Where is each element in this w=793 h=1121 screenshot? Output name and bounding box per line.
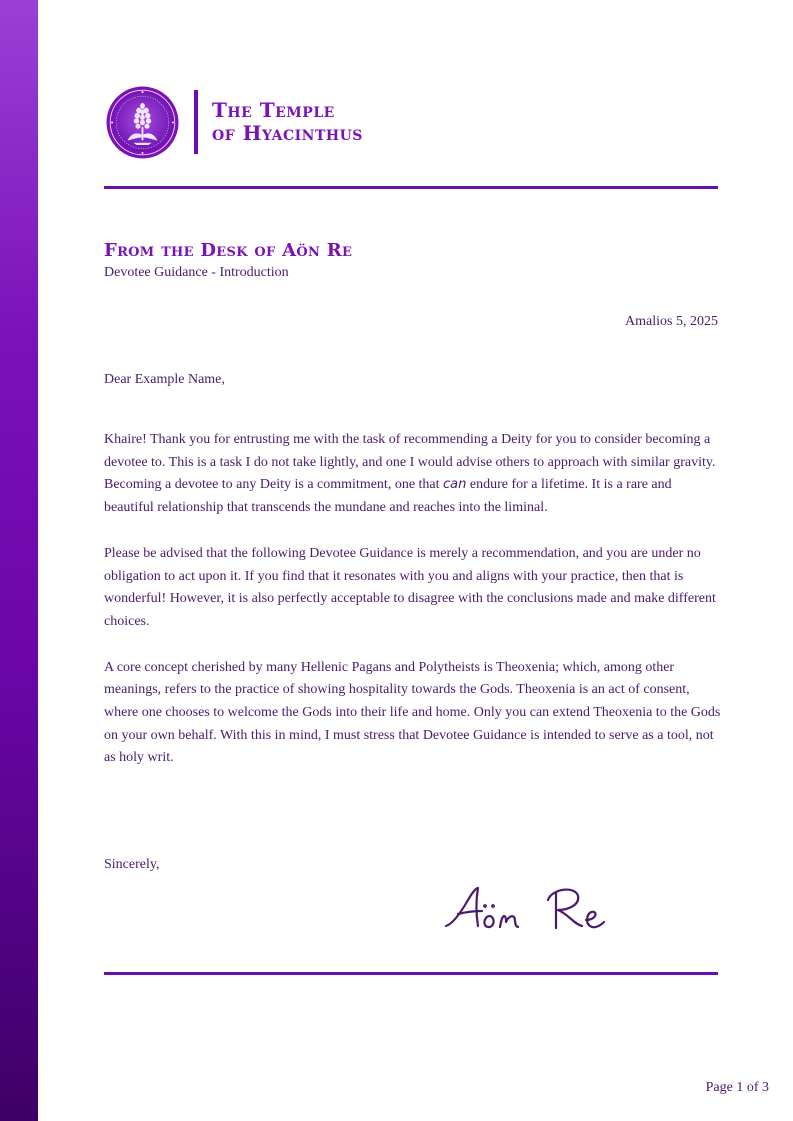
letter-body bbox=[104, 429, 724, 793]
signature-image bbox=[438, 874, 638, 944]
paragraph-1-text-a: Khaire! Thank you for entrusting me with the task of recommending a Deity for you to consider becoming a devotee to. This is a task I do not take lightly, and one I would advise others to approach with similar gravity. Becoming a devotee to any Deity is a commitment, one that bbox=[104, 432, 716, 493]
header-rule bbox=[104, 186, 718, 189]
organization-name-line-1: The Temple bbox=[212, 98, 335, 122]
sidebar-band bbox=[0, 0, 38, 1121]
paragraph-1-text-b: endure for a lifetime. It is a rare and beautiful relationship that transcends the mundane and reaches into the liminal. bbox=[104, 477, 672, 516]
organization-name-line-2: of Hyacinthus bbox=[212, 121, 363, 145]
from-heading: From the Desk of Aön Re bbox=[104, 240, 353, 261]
closing: Sincerely, bbox=[104, 857, 160, 872]
letterhead-divider bbox=[194, 90, 198, 154]
paragraph-1 bbox=[104, 429, 724, 520]
paragraph-1-emphasis: can bbox=[443, 477, 467, 493]
letter-date: Amalios 5, 2025 bbox=[625, 314, 718, 329]
hyacinth-seal-icon bbox=[105, 85, 180, 160]
letterhead bbox=[105, 84, 363, 160]
footer-rule bbox=[104, 972, 718, 975]
organization-name bbox=[212, 99, 363, 145]
letter-subtitle: Devotee Guidance - Introduction bbox=[104, 265, 289, 280]
salutation: Dear Example Name, bbox=[104, 372, 225, 387]
paragraph-3: A core concept cherished by many Hellenic Pagans and Polytheists is Theoxenia; which, among other meanings, refers to the practice of showing hospitality towards the Gods. Theoxenia is an act of consent, where one chooses to welcome the Gods into their life and home. Only you can extend Theoxenia to the Gods on your own behalf. With this in mind, I must stress that Devotee Guidance is intended to serve as a tool, not as holy writ. bbox=[104, 659, 721, 766]
page-number: Page 1 of 3 bbox=[705, 1080, 769, 1095]
paragraph-2: Please be advised that the following Devotee Guidance is merely a recommendation, and you are under no obligation to act upon it. If you find that it resonates with you and aligns with your practice, then that is wonderful! However, it is also perfectly acceptable to disagree with the conclusions made and make different choices. bbox=[104, 545, 716, 629]
